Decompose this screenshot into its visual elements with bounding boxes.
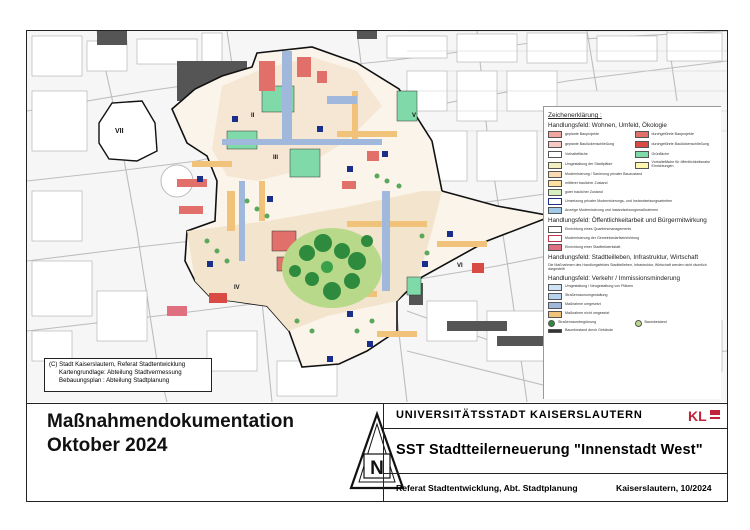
- swatch-private-works: [548, 198, 562, 205]
- legend-title: Zeichenerklärung :: [548, 112, 602, 119]
- swatch-quarter-management: [548, 226, 562, 233]
- credits-line-2: Kartengrundlage: Abteilung Stadtvermessung: [59, 369, 182, 376]
- district-label-v: V: [412, 113, 417, 119]
- swatch-public-reserve: [635, 162, 649, 169]
- legend-item: Baumbestand: [635, 320, 718, 327]
- title-block-row-city: [384, 404, 728, 429]
- swatch-green-area: [635, 151, 649, 158]
- title-block-row-project: [384, 429, 728, 474]
- swatch-building-trees: [548, 329, 562, 333]
- district-label-iv: IV: [234, 285, 240, 291]
- swatch-square-redesign: [548, 162, 562, 169]
- swatch-street-redesign: [548, 293, 562, 300]
- legend-item: Einrichtung eines Quartiersmanagements: [548, 226, 717, 233]
- legend-section-4: Handlungsfeld: Verkehr / Immissionsminderung: [548, 274, 680, 282]
- legend-note: Modernisierung / Sanierung privater Bauzustand: [548, 171, 717, 178]
- document-title: [47, 410, 294, 458]
- legend-item: durchgeführte Bauprojekte: [635, 131, 718, 138]
- legend-item: Vorhaltefläche für öffentlichkeitsnahe Einrichtungen: [635, 161, 718, 169]
- credits-box: [44, 358, 212, 392]
- legend-section-2: Handlungsfeld: Öffentlichkeitarbeit und Bürgermitwirkung: [548, 217, 707, 225]
- swatch-planned-building: [548, 131, 562, 138]
- legend-item: Maßnahme nicht umgesetzt: [548, 311, 717, 318]
- credits-line-1: (C) Stadt Kaiserslautern, Referat Stadtentwicklung: [49, 361, 186, 368]
- legend-note: guter baulicher Zustand: [548, 189, 717, 196]
- swatch-reserve: [548, 151, 562, 158]
- legend-item: Vorhaltefläche: [548, 151, 631, 158]
- swatch-medium-condition: [548, 180, 562, 187]
- document-title-line-1: Maßnahmendokumentation: [47, 411, 295, 432]
- logo-text: KL: [688, 408, 707, 424]
- district-label-iii: III: [273, 155, 279, 161]
- legend-item: Maßnahme umgesetzt: [548, 302, 717, 309]
- legend-note: mittlerer baulicher Zustand: [548, 180, 717, 187]
- legend-item: durchgeführte Baulückenschließung: [635, 141, 718, 148]
- swatch-not-done: [548, 311, 562, 318]
- legend-item: Baumbestand durch Gebäude: [548, 329, 717, 333]
- swatch-built-infill: [635, 141, 649, 148]
- swatch-modernisation: [548, 171, 562, 178]
- legend-items-1: [548, 131, 717, 169]
- swatch-community-facility: [548, 235, 562, 242]
- swatch-planned-infill: [548, 141, 562, 148]
- document-title-line-2: Oktober 2024: [47, 435, 168, 456]
- place-date: Kaiserslautern, 10/2024: [616, 483, 712, 493]
- district-label-vii: VII: [115, 128, 124, 135]
- swatch-district-workshop: [548, 244, 562, 251]
- kl-logo-icon: [684, 406, 724, 426]
- street-tree-icon: [548, 320, 555, 327]
- legend-items-4b: [548, 320, 717, 327]
- swatch-done: [548, 302, 562, 309]
- swatch-works-notice: [548, 207, 562, 214]
- swatch-good-condition: [548, 189, 562, 196]
- legend-note: Anzeige Modernisierung und Instandsetzungsmaßnahmen: [548, 207, 717, 214]
- city-name: UNIVERSITÄTSSTADT KAISERSLAUTERN: [396, 409, 643, 421]
- legend-item: Modernisierung der Gemeinbedarfseinrichtung: [548, 235, 717, 242]
- north-label: N: [370, 458, 384, 479]
- tree-stock-icon: [635, 320, 642, 327]
- legend-section-3: Handlungsfeld: Stadtteilleben, Infrastruktur, Wirtschaft: [548, 254, 699, 262]
- project-name: SST Stadtteilerneuerung "Innenstadt West": [396, 442, 703, 458]
- legend-section-1: Handlungsfeld: Wohnen, Umfeld, Ökologie: [548, 122, 667, 129]
- swatch-square-design: [548, 284, 562, 291]
- legend-item: geplante Baulückenschließung: [548, 141, 631, 148]
- legend-note-3: Die Maßnahmen des Handlungsfeldes Stadtteilleben, Infrastruktur, Wirtschaft werden nicht räumlich dargestellt: [548, 262, 707, 271]
- legend-item: Einrichtung einer Stadtteilwerkstatt: [548, 244, 717, 251]
- district-label-vi: VI: [457, 263, 463, 269]
- legend-note: Umsetzung privater Modernisierungs- und Instandsetzungsarbeiten: [548, 198, 717, 205]
- title-strip: [27, 403, 727, 502]
- legend-item: geplante Bauprojekte: [548, 131, 631, 138]
- department: Referat Stadtentwicklung, Abt. Stadtplanung: [396, 483, 578, 493]
- swatch-built-building: [635, 131, 649, 138]
- legend-item: Straßenraumumgestaltung: [548, 293, 717, 300]
- legend-item: Straßenraumbegrünung: [548, 320, 631, 327]
- park: [282, 228, 382, 308]
- legend-item: Umgestaltung der Stadtplätze: [548, 161, 631, 169]
- title-block: [383, 404, 728, 502]
- map-legend: [543, 106, 721, 399]
- district-label-ii: II: [251, 113, 255, 119]
- credits-line-3: Bebauungsplan : Abteilung Stadtplanung: [59, 377, 170, 384]
- legend-item: Umgestaltung / Neugestaltung von Plätzen: [548, 284, 717, 291]
- legend-item: Grünfläche: [635, 151, 718, 158]
